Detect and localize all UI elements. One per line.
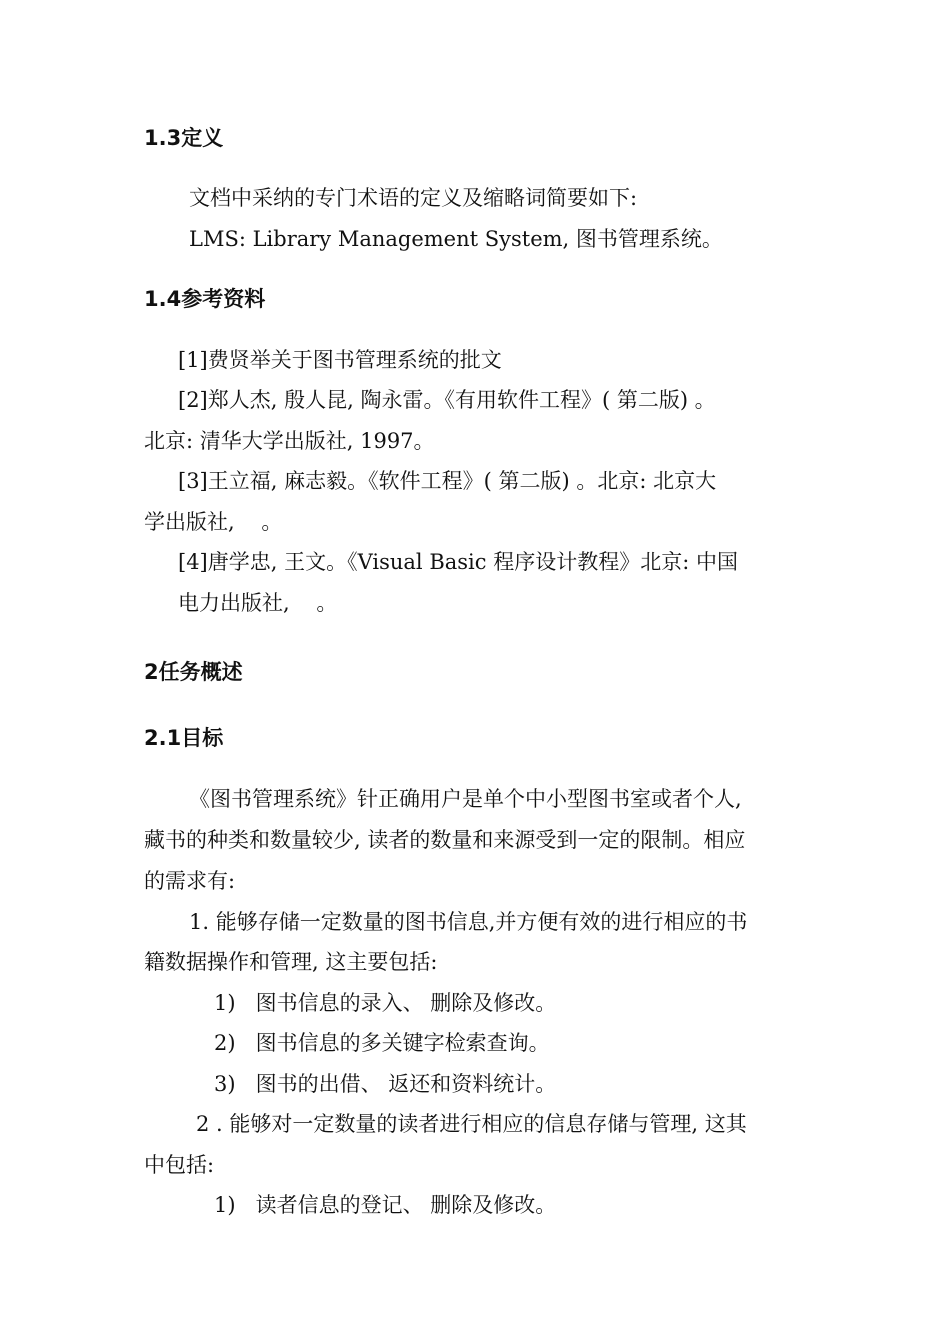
section-heading-1-3: 1.3定义 bbox=[144, 126, 224, 150]
reference-line: [4]唐学忠, 王文。《Visual Basic 程序设计教程》北京: 中国 bbox=[178, 550, 738, 574]
section-heading-2: 2任务概述 bbox=[144, 660, 243, 684]
reference-line: [3]王立福, 麻志毅。《软件工程》( 第二版) 。北京: 北京大 bbox=[178, 469, 717, 493]
reference-line: 北京: 清华大学出版社, 1997。 bbox=[144, 429, 435, 453]
list-item: 1) 图书信息的录入、 删除及修改。 bbox=[214, 991, 557, 1015]
paragraph-line: 2 . 能够对一定数量的读者进行相应的信息存储与管理, 这其 bbox=[196, 1112, 747, 1136]
list-item: 3) 图书的出借、 返还和资料统计。 bbox=[214, 1072, 557, 1096]
list-item: 1) 读者信息的登记、 删除及修改。 bbox=[214, 1193, 557, 1217]
paragraph-line: 的需求有: bbox=[144, 869, 236, 893]
reference-line: 电力出版社, 。 bbox=[178, 591, 338, 615]
reference-line: 学出版社, 。 bbox=[144, 510, 283, 534]
paragraph-line: 1. 能够存储一定数量的图书信息,并方便有效的进行相应的书 bbox=[189, 910, 748, 934]
paragraph-line: 藏书的种类和数量较少, 读者的数量和来源受到一定的限制。相应 bbox=[144, 828, 746, 852]
paragraph-line: 籍数据操作和管理, 这主要包括: bbox=[144, 950, 438, 974]
paragraph-line: 《图书管理系统》针正确用户是单个中小型图书室或者个人, bbox=[189, 787, 742, 811]
section-heading-1-4: 1.4参考资料 bbox=[144, 287, 266, 311]
paragraph-line: LMS: Library Management System, 图书管理系统。 bbox=[189, 227, 723, 251]
paragraph-line: 中包括: bbox=[144, 1153, 215, 1177]
paragraph-line: 文档中采纳的专门术语的定义及缩略词简要如下: bbox=[189, 186, 638, 210]
list-item: 2) 图书信息的多关键字检索查询。 bbox=[214, 1031, 550, 1055]
reference-line: [1]费贤举关于图书管理系统的批文 bbox=[178, 348, 502, 372]
section-heading-2-1: 2.1目标 bbox=[144, 726, 224, 750]
reference-line: [2]郑人杰, 殷人昆, 陶永雷。《有用软件工程》( 第二版) 。 bbox=[178, 388, 716, 412]
